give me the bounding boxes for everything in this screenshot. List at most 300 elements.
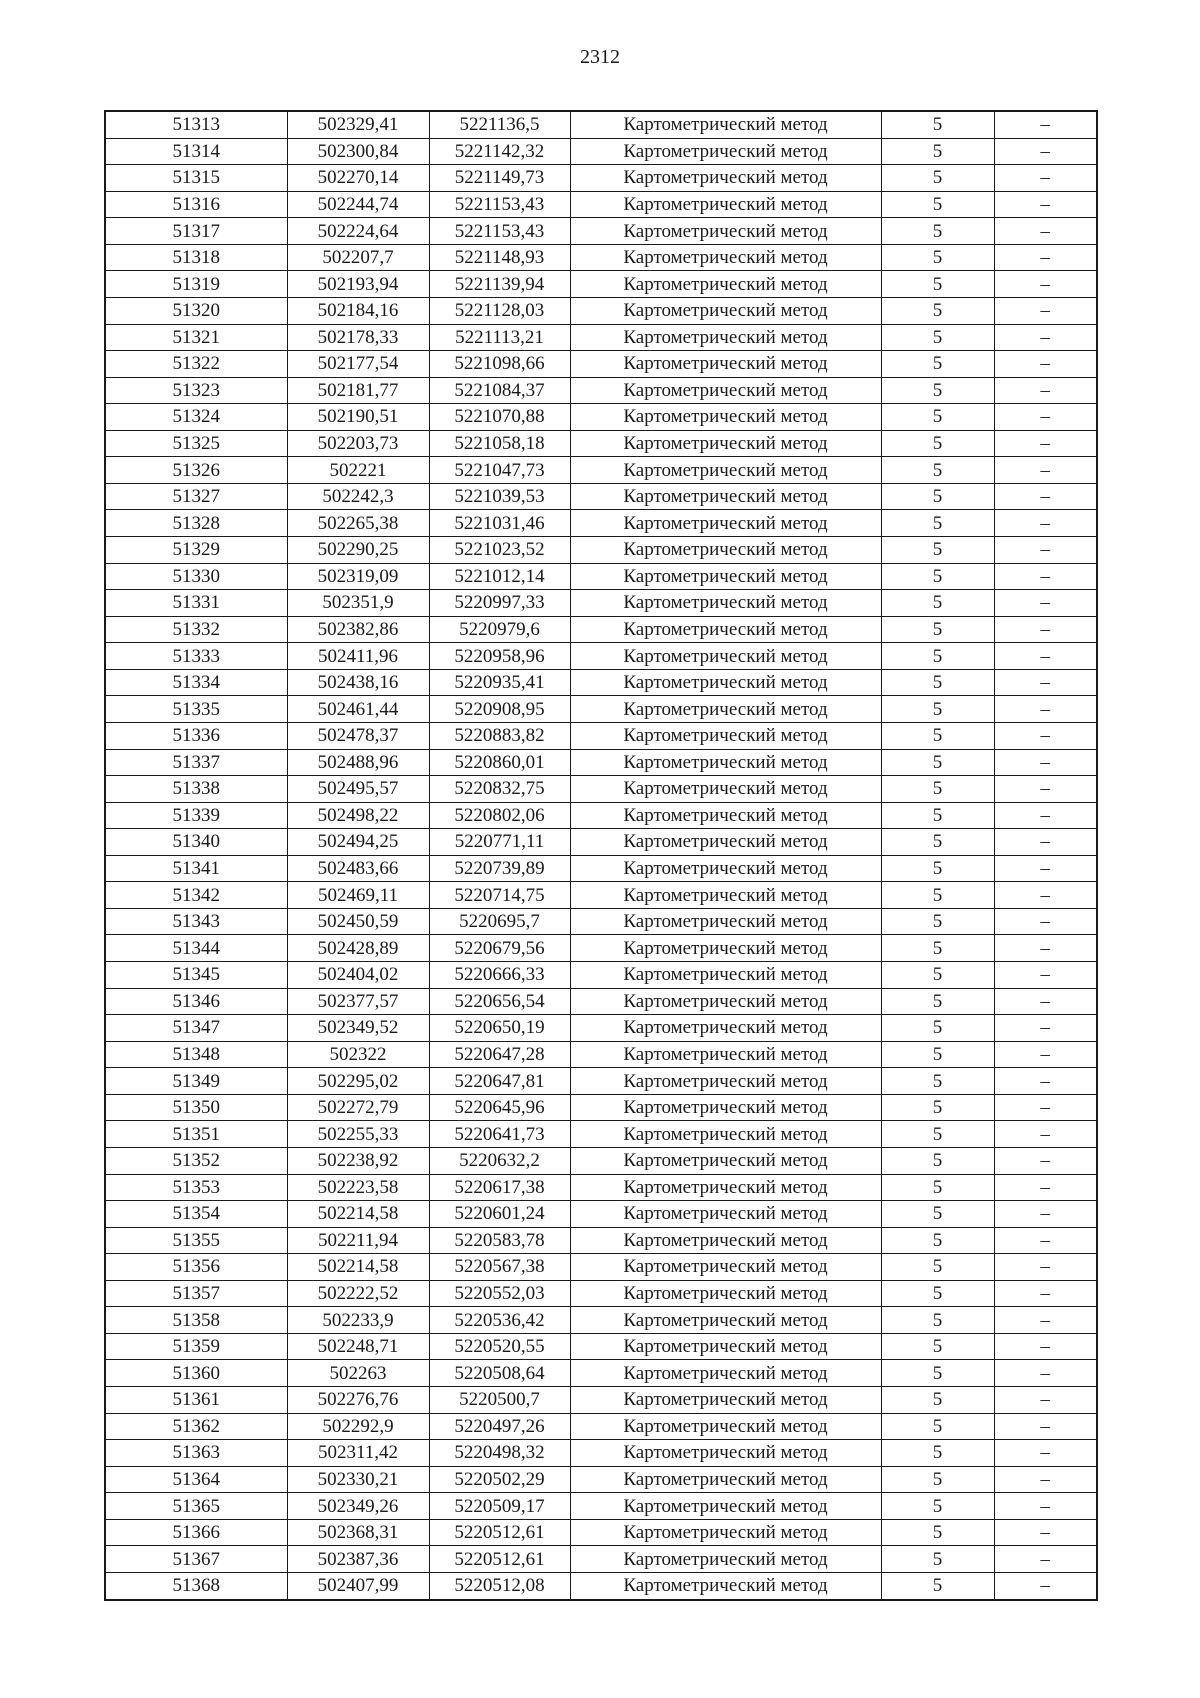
method-cell: Картометрический метод (570, 483, 881, 510)
point-number-cell: 51346 (105, 988, 287, 1015)
table-row (105, 829, 1097, 856)
accuracy-cell: 5 (881, 1519, 994, 1546)
method-cell: Картометрический метод (570, 829, 881, 856)
point-number-cell: 51344 (105, 935, 287, 962)
x-coordinate-cell: 502223,58 (287, 1174, 429, 1201)
accuracy-cell: 5 (881, 988, 994, 1015)
accuracy-cell: 5 (881, 962, 994, 989)
y-coordinate-cell: 5220714,75 (429, 882, 570, 909)
method-cell: Картометрический метод (570, 1360, 881, 1387)
accuracy-cell: 5 (881, 802, 994, 829)
y-coordinate-cell: 5221139,94 (429, 271, 570, 298)
y-coordinate-cell: 5221070,88 (429, 404, 570, 431)
x-coordinate-cell: 502178,33 (287, 324, 429, 351)
point-number-cell: 51341 (105, 855, 287, 882)
method-cell: Картометрический метод (570, 908, 881, 935)
y-coordinate-cell: 5220617,38 (429, 1174, 570, 1201)
accuracy-cell: 5 (881, 1466, 994, 1493)
accuracy-cell: 5 (881, 1387, 994, 1414)
accuracy-cell: 5 (881, 351, 994, 378)
method-cell: Картометрический метод (570, 1068, 881, 1095)
point-number-cell: 51361 (105, 1387, 287, 1414)
x-coordinate-cell: 502382,86 (287, 616, 429, 643)
method-cell: Картометрический метод (570, 669, 881, 696)
accuracy-cell: 5 (881, 908, 994, 935)
x-coordinate-cell: 502221 (287, 457, 429, 484)
description-cell: – (994, 1440, 1097, 1467)
point-number-cell: 51367 (105, 1546, 287, 1573)
accuracy-cell: 5 (881, 297, 994, 324)
x-coordinate-cell: 502263 (287, 1360, 429, 1387)
point-number-cell: 51313 (105, 111, 287, 138)
accuracy-cell: 5 (881, 1493, 994, 1520)
table-row (105, 1068, 1097, 1095)
accuracy-cell: 5 (881, 696, 994, 723)
point-number-cell: 51325 (105, 430, 287, 457)
description-cell: – (994, 882, 1097, 909)
x-coordinate-cell: 502349,52 (287, 1015, 429, 1042)
x-coordinate-cell: 502244,74 (287, 191, 429, 218)
method-cell: Картометрический метод (570, 1493, 881, 1520)
method-cell: Картометрический метод (570, 111, 881, 138)
description-cell: – (994, 1121, 1097, 1148)
table-row (105, 111, 1097, 138)
description-cell: – (994, 1068, 1097, 1095)
x-coordinate-cell: 502351,9 (287, 590, 429, 617)
y-coordinate-cell: 5220512,08 (429, 1572, 570, 1599)
table-row (105, 935, 1097, 962)
x-coordinate-cell: 502428,89 (287, 935, 429, 962)
accuracy-cell: 5 (881, 1174, 994, 1201)
table-row (105, 563, 1097, 590)
accuracy-cell: 5 (881, 829, 994, 856)
description-cell: – (994, 669, 1097, 696)
point-number-cell: 51364 (105, 1466, 287, 1493)
table-row (105, 616, 1097, 643)
x-coordinate-cell: 502181,77 (287, 377, 429, 404)
method-cell: Картометрический метод (570, 1387, 881, 1414)
description-cell: – (994, 855, 1097, 882)
method-cell: Картометрический метод (570, 590, 881, 617)
point-number-cell: 51338 (105, 776, 287, 803)
method-cell: Картометрический метод (570, 616, 881, 643)
point-number-cell: 51355 (105, 1227, 287, 1254)
x-coordinate-cell: 502224,64 (287, 218, 429, 245)
page-number: 2312 (580, 46, 620, 68)
table-row (105, 537, 1097, 564)
description-cell: – (994, 297, 1097, 324)
description-cell: – (994, 138, 1097, 165)
x-coordinate-cell: 502438,16 (287, 669, 429, 696)
description-cell: – (994, 351, 1097, 378)
point-number-cell: 51324 (105, 404, 287, 431)
point-number-cell: 51332 (105, 616, 287, 643)
coordinates-table (104, 110, 1098, 1601)
table-row (105, 1015, 1097, 1042)
y-coordinate-cell: 5221023,52 (429, 537, 570, 564)
point-number-cell: 51358 (105, 1307, 287, 1334)
accuracy-cell: 5 (881, 1094, 994, 1121)
description-cell: – (994, 483, 1097, 510)
point-number-cell: 51335 (105, 696, 287, 723)
x-coordinate-cell: 502276,76 (287, 1387, 429, 1414)
y-coordinate-cell: 5220695,7 (429, 908, 570, 935)
description-cell: – (994, 1094, 1097, 1121)
description-cell: – (994, 324, 1097, 351)
y-coordinate-cell: 5220908,95 (429, 696, 570, 723)
y-coordinate-cell: 5220567,38 (429, 1254, 570, 1281)
description-cell: – (994, 802, 1097, 829)
point-number-cell: 51322 (105, 351, 287, 378)
method-cell: Картометрический метод (570, 802, 881, 829)
y-coordinate-cell: 5220645,96 (429, 1094, 570, 1121)
method-cell: Картометрический метод (570, 1121, 881, 1148)
description-cell: – (994, 1546, 1097, 1573)
y-coordinate-cell: 5220860,01 (429, 749, 570, 776)
point-number-cell: 51318 (105, 244, 287, 271)
x-coordinate-cell: 502233,9 (287, 1307, 429, 1334)
method-cell: Картометрический метод (570, 1333, 881, 1360)
description-cell: – (994, 1307, 1097, 1334)
description-cell: – (994, 271, 1097, 298)
table-row (105, 1041, 1097, 1068)
point-number-cell: 51357 (105, 1280, 287, 1307)
table-row (105, 483, 1097, 510)
x-coordinate-cell: 502238,92 (287, 1147, 429, 1174)
point-number-cell: 51359 (105, 1333, 287, 1360)
y-coordinate-cell: 5220508,64 (429, 1360, 570, 1387)
y-coordinate-cell: 5220552,03 (429, 1280, 570, 1307)
method-cell: Картометрический метод (570, 430, 881, 457)
point-number-cell: 51343 (105, 908, 287, 935)
table-row (105, 244, 1097, 271)
point-number-cell: 51323 (105, 377, 287, 404)
x-coordinate-cell: 502368,31 (287, 1519, 429, 1546)
method-cell: Картометрический метод (570, 138, 881, 165)
x-coordinate-cell: 502248,71 (287, 1333, 429, 1360)
method-cell: Картометрический метод (570, 1174, 881, 1201)
point-number-cell: 51330 (105, 563, 287, 590)
description-cell: – (994, 908, 1097, 935)
method-cell: Картометрический метод (570, 1041, 881, 1068)
description-cell: – (994, 430, 1097, 457)
x-coordinate-cell: 502319,09 (287, 563, 429, 590)
method-cell: Картометрический метод (570, 244, 881, 271)
table-row (105, 722, 1097, 749)
y-coordinate-cell: 5221153,43 (429, 218, 570, 245)
accuracy-cell: 5 (881, 882, 994, 909)
x-coordinate-cell: 502377,57 (287, 988, 429, 1015)
point-number-cell: 51333 (105, 643, 287, 670)
y-coordinate-cell: 5220502,29 (429, 1466, 570, 1493)
table-row (105, 1121, 1097, 1148)
table-row (105, 1387, 1097, 1414)
table-row (105, 590, 1097, 617)
description-cell: – (994, 988, 1097, 1015)
x-coordinate-cell: 502411,96 (287, 643, 429, 670)
table-row (105, 404, 1097, 431)
point-number-cell: 51349 (105, 1068, 287, 1095)
y-coordinate-cell: 5221012,14 (429, 563, 570, 590)
x-coordinate-cell: 502214,58 (287, 1254, 429, 1281)
x-coordinate-cell: 502265,38 (287, 510, 429, 537)
table-row (105, 696, 1097, 723)
point-number-cell: 51360 (105, 1360, 287, 1387)
x-coordinate-cell: 502211,94 (287, 1227, 429, 1254)
y-coordinate-cell: 5220520,55 (429, 1333, 570, 1360)
y-coordinate-cell: 5220802,06 (429, 802, 570, 829)
accuracy-cell: 5 (881, 1041, 994, 1068)
description-cell: – (994, 1333, 1097, 1360)
table-row (105, 377, 1097, 404)
accuracy-cell: 5 (881, 271, 994, 298)
x-coordinate-cell: 502311,42 (287, 1440, 429, 1467)
x-coordinate-cell: 502207,7 (287, 244, 429, 271)
method-cell: Картометрический метод (570, 324, 881, 351)
description-cell: – (994, 191, 1097, 218)
table-row (105, 1094, 1097, 1121)
point-number-cell: 51327 (105, 483, 287, 510)
method-cell: Картометрический метод (570, 563, 881, 590)
accuracy-cell: 5 (881, 1360, 994, 1387)
y-coordinate-cell: 5221142,32 (429, 138, 570, 165)
point-number-cell: 51356 (105, 1254, 287, 1281)
table-row (105, 1227, 1097, 1254)
table-row (105, 669, 1097, 696)
description-cell: – (994, 616, 1097, 643)
description-cell: – (994, 829, 1097, 856)
method-cell: Картометрический метод (570, 297, 881, 324)
y-coordinate-cell: 5221098,66 (429, 351, 570, 378)
y-coordinate-cell: 5220583,78 (429, 1227, 570, 1254)
x-coordinate-cell: 502461,44 (287, 696, 429, 723)
x-coordinate-cell: 502495,57 (287, 776, 429, 803)
description-cell: – (994, 218, 1097, 245)
table-row (105, 1519, 1097, 1546)
accuracy-cell: 5 (881, 1147, 994, 1174)
y-coordinate-cell: 5221058,18 (429, 430, 570, 457)
y-coordinate-cell: 5220958,96 (429, 643, 570, 670)
y-coordinate-cell: 5220656,54 (429, 988, 570, 1015)
accuracy-cell: 5 (881, 1254, 994, 1281)
y-coordinate-cell: 5220883,82 (429, 722, 570, 749)
x-coordinate-cell: 502498,22 (287, 802, 429, 829)
y-coordinate-cell: 5220647,81 (429, 1068, 570, 1095)
method-cell: Картометрический метод (570, 1307, 881, 1334)
point-number-cell: 51320 (105, 297, 287, 324)
accuracy-cell: 5 (881, 244, 994, 271)
y-coordinate-cell: 5220497,26 (429, 1413, 570, 1440)
description-cell: – (994, 590, 1097, 617)
accuracy-cell: 5 (881, 510, 994, 537)
accuracy-cell: 5 (881, 111, 994, 138)
method-cell: Картометрический метод (570, 351, 881, 378)
point-number-cell: 51317 (105, 218, 287, 245)
table-row (105, 324, 1097, 351)
method-cell: Картометрический метод (570, 1015, 881, 1042)
description-cell: – (994, 935, 1097, 962)
description-cell: – (994, 1360, 1097, 1387)
x-coordinate-cell: 502184,16 (287, 297, 429, 324)
description-cell: – (994, 1174, 1097, 1201)
method-cell: Картометрический метод (570, 855, 881, 882)
accuracy-cell: 5 (881, 590, 994, 617)
method-cell: Картометрический метод (570, 643, 881, 670)
y-coordinate-cell: 5221128,03 (429, 297, 570, 324)
accuracy-cell: 5 (881, 457, 994, 484)
accuracy-cell: 5 (881, 776, 994, 803)
table-row (105, 430, 1097, 457)
point-number-cell: 51353 (105, 1174, 287, 1201)
point-number-cell: 51339 (105, 802, 287, 829)
method-cell: Картометрический метод (570, 457, 881, 484)
table-row (105, 962, 1097, 989)
y-coordinate-cell: 5220509,17 (429, 1493, 570, 1520)
y-coordinate-cell: 5220935,41 (429, 669, 570, 696)
accuracy-cell: 5 (881, 377, 994, 404)
x-coordinate-cell: 502349,26 (287, 1493, 429, 1520)
x-coordinate-cell: 502290,25 (287, 537, 429, 564)
accuracy-cell: 5 (881, 483, 994, 510)
table-row (105, 1307, 1097, 1334)
description-cell: – (994, 962, 1097, 989)
accuracy-cell: 5 (881, 404, 994, 431)
method-cell: Картометрический метод (570, 404, 881, 431)
description-cell: – (994, 457, 1097, 484)
accuracy-cell: 5 (881, 430, 994, 457)
accuracy-cell: 5 (881, 563, 994, 590)
y-coordinate-cell: 5220832,75 (429, 776, 570, 803)
x-coordinate-cell: 502330,21 (287, 1466, 429, 1493)
point-number-cell: 51351 (105, 1121, 287, 1148)
method-cell: Картометрический метод (570, 537, 881, 564)
description-cell: – (994, 749, 1097, 776)
accuracy-cell: 5 (881, 1333, 994, 1360)
point-number-cell: 51342 (105, 882, 287, 909)
point-number-cell: 51348 (105, 1041, 287, 1068)
point-number-cell: 51326 (105, 457, 287, 484)
description-cell: – (994, 404, 1097, 431)
x-coordinate-cell: 502488,96 (287, 749, 429, 776)
description-cell: – (994, 722, 1097, 749)
description-cell: – (994, 1147, 1097, 1174)
accuracy-cell: 5 (881, 324, 994, 351)
y-coordinate-cell: 5221031,46 (429, 510, 570, 537)
accuracy-cell: 5 (881, 1572, 994, 1599)
x-coordinate-cell: 502292,9 (287, 1413, 429, 1440)
y-coordinate-cell: 5220512,61 (429, 1519, 570, 1546)
method-cell: Картометрический метод (570, 1440, 881, 1467)
accuracy-cell: 5 (881, 643, 994, 670)
description-cell: – (994, 165, 1097, 192)
x-coordinate-cell: 502483,66 (287, 855, 429, 882)
point-number-cell: 51331 (105, 590, 287, 617)
point-number-cell: 51366 (105, 1519, 287, 1546)
method-cell: Картометрический метод (570, 722, 881, 749)
table-row (105, 988, 1097, 1015)
point-number-cell: 51347 (105, 1015, 287, 1042)
x-coordinate-cell: 502270,14 (287, 165, 429, 192)
method-cell: Картометрический метод (570, 935, 881, 962)
table-row (105, 510, 1097, 537)
point-number-cell: 51319 (105, 271, 287, 298)
point-number-cell: 51362 (105, 1413, 287, 1440)
table-row (105, 271, 1097, 298)
table-row (105, 1174, 1097, 1201)
y-coordinate-cell: 5220512,61 (429, 1546, 570, 1573)
accuracy-cell: 5 (881, 1307, 994, 1334)
x-coordinate-cell: 502295,02 (287, 1068, 429, 1095)
method-cell: Картометрический метод (570, 1094, 881, 1121)
y-coordinate-cell: 5221148,93 (429, 244, 570, 271)
description-cell: – (994, 1280, 1097, 1307)
method-cell: Картометрический метод (570, 165, 881, 192)
y-coordinate-cell: 5221113,21 (429, 324, 570, 351)
table-row (105, 1201, 1097, 1228)
table-row (105, 1254, 1097, 1281)
x-coordinate-cell: 502387,36 (287, 1546, 429, 1573)
table-row (105, 165, 1097, 192)
point-number-cell: 51350 (105, 1094, 287, 1121)
table-row (105, 351, 1097, 378)
description-cell: – (994, 510, 1097, 537)
table-row (105, 1440, 1097, 1467)
table-row (105, 1360, 1097, 1387)
accuracy-cell: 5 (881, 1280, 994, 1307)
description-cell: – (994, 1254, 1097, 1281)
x-coordinate-cell: 502272,79 (287, 1094, 429, 1121)
point-number-cell: 51334 (105, 669, 287, 696)
y-coordinate-cell: 5220632,2 (429, 1147, 570, 1174)
table-row (105, 1280, 1097, 1307)
accuracy-cell: 5 (881, 1413, 994, 1440)
y-coordinate-cell: 5221153,43 (429, 191, 570, 218)
description-cell: – (994, 377, 1097, 404)
point-number-cell: 51365 (105, 1493, 287, 1520)
y-coordinate-cell: 5220647,28 (429, 1041, 570, 1068)
point-number-cell: 51368 (105, 1572, 287, 1599)
point-number-cell: 51345 (105, 962, 287, 989)
table-row (105, 749, 1097, 776)
y-coordinate-cell: 5220666,33 (429, 962, 570, 989)
x-coordinate-cell: 502255,33 (287, 1121, 429, 1148)
method-cell: Картометрический метод (570, 191, 881, 218)
point-number-cell: 51316 (105, 191, 287, 218)
table-row (105, 1493, 1097, 1520)
table-row (105, 802, 1097, 829)
y-coordinate-cell: 5220500,7 (429, 1387, 570, 1414)
x-coordinate-cell: 502322 (287, 1041, 429, 1068)
x-coordinate-cell: 502214,58 (287, 1201, 429, 1228)
coordinates-table-body (105, 111, 1097, 1600)
accuracy-cell: 5 (881, 855, 994, 882)
y-coordinate-cell: 5221047,73 (429, 457, 570, 484)
method-cell: Картометрический метод (570, 1201, 881, 1228)
description-cell: – (994, 1041, 1097, 1068)
table-row (105, 776, 1097, 803)
x-coordinate-cell: 502478,37 (287, 722, 429, 749)
point-number-cell: 51315 (105, 165, 287, 192)
point-number-cell: 51329 (105, 537, 287, 564)
accuracy-cell: 5 (881, 1201, 994, 1228)
y-coordinate-cell: 5220498,32 (429, 1440, 570, 1467)
description-cell: – (994, 1572, 1097, 1599)
accuracy-cell: 5 (881, 138, 994, 165)
x-coordinate-cell: 502300,84 (287, 138, 429, 165)
accuracy-cell: 5 (881, 749, 994, 776)
description-cell: – (994, 1227, 1097, 1254)
y-coordinate-cell: 5221149,73 (429, 165, 570, 192)
